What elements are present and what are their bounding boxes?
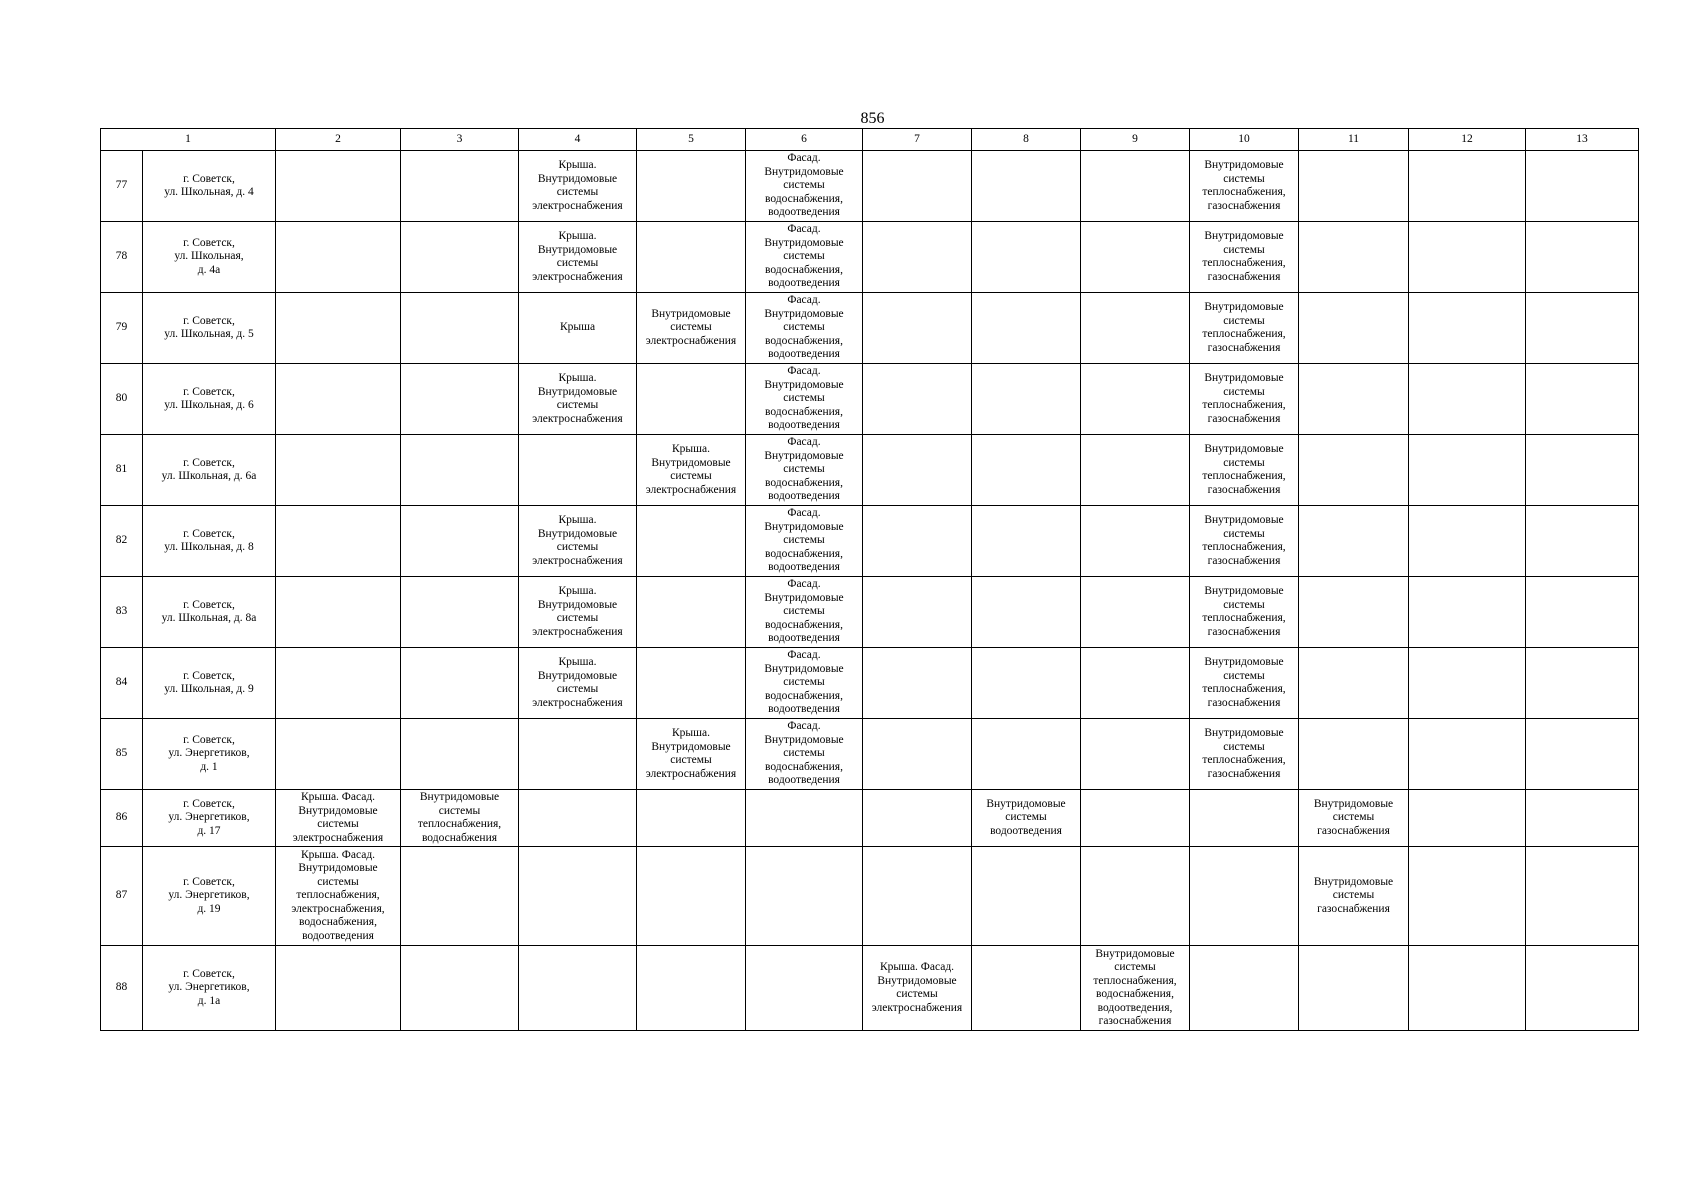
work-cell-col-13 — [1526, 946, 1639, 1031]
column-header-6: 6 — [746, 129, 863, 151]
work-cell-col-11 — [1299, 719, 1409, 790]
work-cell-col-12 — [1409, 719, 1526, 790]
work-cell-col-8: Внутридомовые системы водоотведения — [972, 790, 1081, 847]
work-cell-col-6: Фасад. Внутридомовые системы водоснабжения, водоотведения — [746, 719, 863, 790]
work-cell-col-8 — [972, 946, 1081, 1031]
row-number: 77 — [101, 151, 143, 222]
work-cell-col-4 — [519, 719, 637, 790]
table-row — [101, 847, 1639, 946]
work-cell-col-9 — [1081, 151, 1190, 222]
column-header-2: 2 — [276, 129, 401, 151]
work-cell-col-3 — [401, 151, 519, 222]
address-cell: г. Советск, ул. Школьная, д. 6 — [143, 364, 276, 435]
work-cell-col-11: Внутридомовые системы газоснабжения — [1299, 847, 1409, 946]
address-cell: г. Советск, ул. Энергетиков, д. 1 — [143, 719, 276, 790]
table-row — [101, 506, 1639, 577]
work-cell-col-3: Внутридомовые системы теплоснабжения, водоснабжения — [401, 790, 519, 847]
work-cell-col-6 — [746, 847, 863, 946]
work-cell-col-5 — [637, 790, 746, 847]
work-cell-col-9 — [1081, 293, 1190, 364]
work-cell-col-2 — [276, 293, 401, 364]
work-cell-col-12 — [1409, 946, 1526, 1031]
work-cell-col-6: Фасад. Внутридомовые системы водоснабжения, водоотведения — [746, 151, 863, 222]
work-cell-col-11 — [1299, 222, 1409, 293]
work-cell-col-2 — [276, 577, 401, 648]
work-cell-col-7 — [863, 364, 972, 435]
table-row — [101, 151, 1639, 222]
column-header-9: 9 — [1081, 129, 1190, 151]
work-cell-col-10: Внутридомовые системы теплоснабжения, газоснабжения — [1190, 435, 1299, 506]
work-cell-col-2 — [276, 222, 401, 293]
work-cell-col-6: Фасад. Внутридомовые системы водоснабжения, водоотведения — [746, 577, 863, 648]
address-cell: г. Советск, ул. Школьная, д. 4а — [143, 222, 276, 293]
work-cell-col-11 — [1299, 435, 1409, 506]
work-cell-col-6: Фасад. Внутридомовые системы водоснабжения, водоотведения — [746, 435, 863, 506]
work-cell-col-7: Крыша. Фасад. Внутридомовые системы электроснабжения — [863, 946, 972, 1031]
work-cell-col-9 — [1081, 648, 1190, 719]
work-cell-col-12 — [1409, 648, 1526, 719]
work-cell-col-8 — [972, 847, 1081, 946]
work-cell-col-5 — [637, 648, 746, 719]
work-cell-col-13 — [1526, 364, 1639, 435]
work-cell-col-10: Внутридомовые системы теплоснабжения, газоснабжения — [1190, 648, 1299, 719]
work-cell-col-4 — [519, 435, 637, 506]
work-cell-col-5 — [637, 847, 746, 946]
work-cell-col-5 — [637, 946, 746, 1031]
work-cell-col-3 — [401, 946, 519, 1031]
work-cell-col-7 — [863, 293, 972, 364]
table-row — [101, 648, 1639, 719]
row-number: 88 — [101, 946, 143, 1031]
column-header-11: 11 — [1299, 129, 1409, 151]
work-cell-col-11 — [1299, 506, 1409, 577]
row-number: 80 — [101, 364, 143, 435]
table-row — [101, 293, 1639, 364]
work-cell-col-7 — [863, 222, 972, 293]
address-cell: г. Советск, ул. Школьная, д. 6а — [143, 435, 276, 506]
work-cell-col-10: Внутридомовые системы теплоснабжения, газоснабжения — [1190, 222, 1299, 293]
work-cell-col-8 — [972, 293, 1081, 364]
work-cell-col-12 — [1409, 435, 1526, 506]
work-cell-col-11 — [1299, 151, 1409, 222]
work-cell-col-5: Крыша. Внутридомовые системы электроснабжения — [637, 435, 746, 506]
table-row — [101, 719, 1639, 790]
work-cell-col-3 — [401, 222, 519, 293]
row-number: 85 — [101, 719, 143, 790]
work-cell-col-13 — [1526, 648, 1639, 719]
work-cell-col-9 — [1081, 577, 1190, 648]
work-cell-col-9 — [1081, 847, 1190, 946]
work-cell-col-3 — [401, 293, 519, 364]
address-cell: г. Советск, ул. Школьная, д. 8а — [143, 577, 276, 648]
work-cell-col-7 — [863, 719, 972, 790]
work-cell-col-12 — [1409, 151, 1526, 222]
work-cell-col-4 — [519, 847, 637, 946]
column-header-3: 3 — [401, 129, 519, 151]
work-cell-col-13 — [1526, 293, 1639, 364]
work-cell-col-5 — [637, 506, 746, 577]
work-cell-col-2 — [276, 151, 401, 222]
table-row — [101, 364, 1639, 435]
work-cell-col-9: Внутридомовые системы теплоснабжения, водоснабжения, водоотведения, газоснабжения — [1081, 946, 1190, 1031]
work-cell-col-12 — [1409, 790, 1526, 847]
work-cell-col-6: Фасад. Внутридомовые системы водоснабжения, водоотведения — [746, 364, 863, 435]
row-number: 87 — [101, 847, 143, 946]
work-cell-col-7 — [863, 847, 972, 946]
work-cell-col-8 — [972, 364, 1081, 435]
work-cell-col-4: Крыша. Внутридомовые системы электроснабжения — [519, 151, 637, 222]
work-cell-col-6: Фасад. Внутридомовые системы водоснабжения, водоотведения — [746, 648, 863, 719]
work-cell-col-2 — [276, 506, 401, 577]
work-cell-col-10: Внутридомовые системы теплоснабжения, газоснабжения — [1190, 293, 1299, 364]
work-cell-col-13 — [1526, 222, 1639, 293]
work-cell-col-4: Крыша. Внутридомовые системы электроснабжения — [519, 222, 637, 293]
row-number: 79 — [101, 293, 143, 364]
work-cell-col-8 — [972, 719, 1081, 790]
work-cell-col-3 — [401, 506, 519, 577]
work-cell-col-10: Внутридомовые системы теплоснабжения, газоснабжения — [1190, 506, 1299, 577]
work-cell-col-11: Внутридомовые системы газоснабжения — [1299, 790, 1409, 847]
table-row — [101, 222, 1639, 293]
work-cell-col-12 — [1409, 222, 1526, 293]
work-cell-col-8 — [972, 648, 1081, 719]
work-cell-col-5: Внутридомовые системы электроснабжения — [637, 293, 746, 364]
work-cell-col-4: Крыша. Внутридомовые системы электроснабжения — [519, 364, 637, 435]
row-number: 83 — [101, 577, 143, 648]
work-cell-col-7 — [863, 648, 972, 719]
page-number: 856 — [860, 110, 885, 127]
work-cell-col-5 — [637, 222, 746, 293]
work-cell-col-3 — [401, 648, 519, 719]
row-number: 82 — [101, 506, 143, 577]
work-cell-col-3 — [401, 577, 519, 648]
work-cell-col-9 — [1081, 222, 1190, 293]
work-cell-col-12 — [1409, 364, 1526, 435]
work-cell-col-5 — [637, 151, 746, 222]
row-number: 86 — [101, 790, 143, 847]
work-cell-col-8 — [972, 506, 1081, 577]
header-row — [101, 129, 1639, 151]
work-cell-col-2 — [276, 946, 401, 1031]
work-cell-col-7 — [863, 435, 972, 506]
work-cell-col-9 — [1081, 435, 1190, 506]
column-header-5: 5 — [637, 129, 746, 151]
work-cell-col-12 — [1409, 293, 1526, 364]
work-cell-col-9 — [1081, 790, 1190, 847]
work-cell-col-12 — [1409, 506, 1526, 577]
work-cell-col-13 — [1526, 577, 1639, 648]
row-number: 78 — [101, 222, 143, 293]
work-cell-col-6 — [746, 946, 863, 1031]
column-header-1: 1 — [101, 129, 276, 151]
work-cell-col-10 — [1190, 790, 1299, 847]
work-cell-col-4: Крыша. Внутридомовые системы электроснабжения — [519, 506, 637, 577]
work-cell-col-4 — [519, 790, 637, 847]
work-cell-col-6 — [746, 790, 863, 847]
work-cell-col-8 — [972, 435, 1081, 506]
work-cell-col-9 — [1081, 506, 1190, 577]
work-cell-col-12 — [1409, 847, 1526, 946]
work-cell-col-13 — [1526, 719, 1639, 790]
address-cell: г. Советск, ул. Школьная, д. 4 — [143, 151, 276, 222]
work-cell-col-13 — [1526, 847, 1639, 946]
work-cell-col-11 — [1299, 946, 1409, 1031]
work-cell-col-2: Крыша. Фасад. Внутридомовые системы электроснабжения — [276, 790, 401, 847]
work-cell-col-5 — [637, 364, 746, 435]
work-cell-col-3 — [401, 847, 519, 946]
work-cell-col-9 — [1081, 364, 1190, 435]
work-cell-col-2 — [276, 648, 401, 719]
table-row — [101, 946, 1639, 1031]
work-cell-col-10 — [1190, 946, 1299, 1031]
column-header-8: 8 — [972, 129, 1081, 151]
work-cell-col-10: Внутридомовые системы теплоснабжения, газоснабжения — [1190, 577, 1299, 648]
address-cell: г. Советск, ул. Энергетиков, д. 1а — [143, 946, 276, 1031]
table-row — [101, 790, 1639, 847]
work-cell-col-10 — [1190, 847, 1299, 946]
work-cell-col-13 — [1526, 506, 1639, 577]
column-header-10: 10 — [1190, 129, 1299, 151]
work-cell-col-13 — [1526, 435, 1639, 506]
row-number: 84 — [101, 648, 143, 719]
address-cell: г. Советск, ул. Школьная, д. 8 — [143, 506, 276, 577]
work-cell-col-4: Крыша — [519, 293, 637, 364]
table-row — [101, 577, 1639, 648]
work-cell-col-7 — [863, 577, 972, 648]
work-cell-col-2 — [276, 364, 401, 435]
work-cell-col-8 — [972, 151, 1081, 222]
work-cell-col-6: Фасад. Внутридомовые системы водоснабжения, водоотведения — [746, 293, 863, 364]
work-cell-col-3 — [401, 719, 519, 790]
work-cell-col-5: Крыша. Внутридомовые системы электроснабжения — [637, 719, 746, 790]
work-cell-col-11 — [1299, 648, 1409, 719]
address-cell: г. Советск, ул. Энергетиков, д. 17 — [143, 790, 276, 847]
work-cell-col-5 — [637, 577, 746, 648]
work-cell-col-6: Фасад. Внутридомовые системы водоснабжения, водоотведения — [746, 222, 863, 293]
work-cell-col-4: Крыша. Внутридомовые системы электроснабжения — [519, 577, 637, 648]
work-cell-col-10: Внутридомовые системы теплоснабжения, газоснабжения — [1190, 151, 1299, 222]
address-cell: г. Советск, ул. Энергетиков, д. 19 — [143, 847, 276, 946]
work-cell-col-13 — [1526, 790, 1639, 847]
work-cell-col-4 — [519, 946, 637, 1031]
work-cell-col-8 — [972, 222, 1081, 293]
column-header-12: 12 — [1409, 129, 1526, 151]
table-body — [101, 129, 1639, 1031]
work-cell-col-11 — [1299, 293, 1409, 364]
column-header-7: 7 — [863, 129, 972, 151]
work-cell-col-4: Крыша. Внутридомовые системы электроснабжения — [519, 648, 637, 719]
work-cell-col-3 — [401, 435, 519, 506]
table-row — [101, 435, 1639, 506]
work-cell-col-7 — [863, 790, 972, 847]
work-cell-col-10: Внутридомовые системы теплоснабжения, газоснабжения — [1190, 364, 1299, 435]
row-number: 81 — [101, 435, 143, 506]
work-cell-col-2 — [276, 435, 401, 506]
work-cell-col-10: Внутридомовые системы теплоснабжения, газоснабжения — [1190, 719, 1299, 790]
work-cell-col-11 — [1299, 577, 1409, 648]
address-cell: г. Советск, ул. Школьная, д. 5 — [143, 293, 276, 364]
column-header-4: 4 — [519, 129, 637, 151]
work-cell-col-2: Крыша. Фасад. Внутридомовые системы теплоснабжения, электроснабжения, водоснабжения, водоотведения — [276, 847, 401, 946]
work-cell-col-13 — [1526, 151, 1639, 222]
work-cell-col-7 — [863, 151, 972, 222]
work-cell-col-3 — [401, 364, 519, 435]
repair-schedule-table — [100, 128, 1639, 1031]
work-cell-col-7 — [863, 506, 972, 577]
work-cell-col-11 — [1299, 364, 1409, 435]
work-cell-col-2 — [276, 719, 401, 790]
work-cell-col-12 — [1409, 577, 1526, 648]
work-cell-col-6: Фасад. Внутридомовые системы водоснабжения, водоотведения — [746, 506, 863, 577]
work-cell-col-9 — [1081, 719, 1190, 790]
work-cell-col-8 — [972, 577, 1081, 648]
address-cell: г. Советск, ул. Школьная, д. 9 — [143, 648, 276, 719]
column-header-13: 13 — [1526, 129, 1639, 151]
